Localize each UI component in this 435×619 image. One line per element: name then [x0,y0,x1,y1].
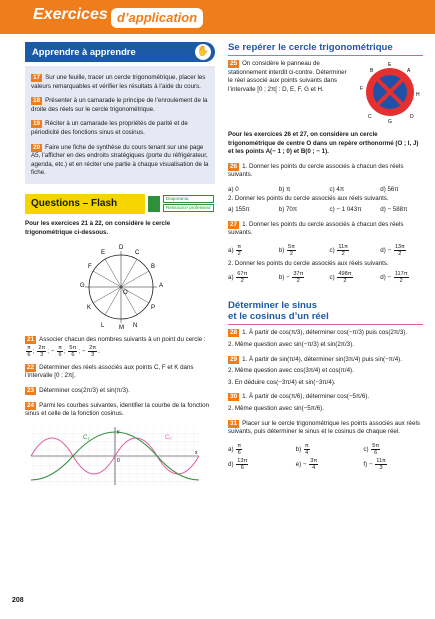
svg-text:C: C [135,250,140,257]
svg-text:L: L [101,323,105,330]
svg-text:y: y [117,428,120,435]
header-title: Exercices [33,6,108,23]
exercise-q2: 2. Donner les points du cercle associés aux réels suivants. [228,194,389,202]
right-column [228,42,423,471]
ex27-answers-1: a) $\frac{\pi}{2}$ b) $\frac{5\pi}{2}$ c) $\frac{11\pi}{2}$ d) − $\frac{13\pi}{2}$ [228,243,405,257]
svg-text:K: K [87,305,92,312]
exercise-26 [228,163,423,180]
sin-cos-graph [25,425,205,487]
answer: d) − 588π [380,205,408,213]
exercise-24 [25,402,215,419]
section-sinus-title [228,300,423,325]
ex26-answers-1 [228,186,423,193]
exercise-28-q2: 2. Même question avec sin(−π/3) et sin(2π/3). [228,340,354,348]
section-apprendre [25,42,215,62]
exercise-30 [228,393,423,402]
exercise-number: 24 [27,401,35,409]
answer: c) 4π [329,185,345,193]
page-number: 208 [12,597,24,604]
ex27-answers-2: a) $\frac{67\pi}{2}$ b) − $\frac{37\pi}{2}$ c) $\frac{498\pi}{2}$ d) − $\frac{117\pi}{2}$ [228,271,408,285]
exercise-number: 28 [230,329,238,337]
svg-text:O: O [123,290,128,297]
svg-text:G: G [388,119,392,124]
exercise-29 [228,356,423,365]
section-apprendre-title: Apprendre à apprendre [32,46,136,57]
section-sinus-line2: et le cosinus d’un réel [228,311,329,323]
svg-text:G: G [80,283,85,290]
exercise-text: Présenter à un camarade le principe de l’enroulement de la droite des réels sur le cercle trigonométrique. [31,97,208,113]
answer: c) − 1 043π [329,205,362,213]
exercise-number: 26 [230,162,238,170]
flash-intro: Pour les exercices 21 à 22, on considère le cercle trigonométrique ci-dessous. [25,219,171,236]
exercise-q1: 1. À partir de cos(π/3), déterminer cos(−π/3) puis cos(2π/3). [242,329,408,337]
curve-c2-label: C₂ [165,434,172,441]
svg-text:A: A [159,283,164,290]
exercise-number: 21 [27,336,35,344]
ex31-answers-1: a) $\frac{\pi}{6}$ b) $\frac{\pi}{4}$ c) $\frac{5\pi}{6}$ [228,442,380,456]
answer: a) 155π [228,205,250,213]
exercise-number: 31 [230,419,238,427]
exercise-number: 27 [230,220,238,228]
svg-text:N: N [133,323,138,330]
exercise-29-q3: 3. En déduire cos(−3π/4) et sin(−3π/4). [228,378,336,386]
curve-c1-label: C₁ [83,434,90,441]
svg-text:E: E [101,250,106,257]
exercise-number: 23 [27,386,35,394]
answer: b) π [278,185,291,193]
intro-26-27: Pour les exercices 26 et 27, on considère un cercle trigonométrique de centre O dans un repère orthonormé (O ; I, J) et les points A(− 1 ; 0) et B(0 ; − 1). [228,131,419,156]
svg-text:B: B [370,68,374,74]
exercise-q1: 1. Donner les points du cercle associés à chacun des réels suivants. [228,220,404,237]
svg-text:D: D [410,114,414,120]
svg-text:H: H [416,92,420,98]
svg-text:C: C [368,114,372,120]
flash-resources [163,195,214,213]
exercise-19 [31,120,211,137]
exercise-q2: 2. Donner les points du cercle associés aux réels suivants. [228,259,389,267]
exercise-number: 18 [33,97,41,105]
exercise-21: 21 Associer chacun des nombres suivants à un point du cercle : $\frac{\pi}{6}$ ; $\frac{2\pi}{3}$ ; − $\frac{\pi}{6}$ ; $\frac{5\pi}{6}$ ; − $\frac{2\pi}{3}$ . [27,336,206,358]
exercise-text: Réciter à un camarade les propriétés de parité et de périodicité des fonctions sinus et cosinus. [31,120,188,136]
flash-side-tag [148,196,160,212]
svg-text:0: 0 [117,457,120,464]
exercise-22 [25,364,215,381]
answer: a) 0 [228,185,239,193]
left-column [25,42,215,489]
svg-text:D: D [119,245,124,252]
exercise-text: Déterminer cos(2π/3) et sin(π/3). [39,386,130,394]
ex31-answers-2: d) $\frac{13\pi}{6}$ e) − $\frac{3\pi}{4}$ f) − $\frac{11\pi}{3}$ [228,457,386,471]
svg-text:x: x [195,449,198,456]
header-pill: d’application [111,8,203,28]
ressource-label: Ressource professeur [163,204,214,212]
exercise-number: 19 [33,120,41,128]
svg-text:F: F [360,86,364,92]
exercise-number: 25 [230,60,238,67]
exercise-text: On considère le panneau de stationnement interdit ci-contre. Déterminer le réel associé aux points suivants dans l’intervalle [0 ; 2π[ : D, E, F, G et H. [228,60,347,93]
hand-icon: ✋ [195,44,211,60]
exercise-31 [228,420,423,437]
ex26-answers-2 [228,206,423,213]
svg-text:E: E [388,62,392,68]
svg-text:B: B [151,264,156,271]
questions-flash-banner [25,194,215,214]
exercise-text: Déterminer des réels associés aux points C, F et K dans l’intervalle [0 ; 2π[. [25,363,194,380]
exercise-18 [31,97,211,114]
apprendre-box [25,66,215,184]
exercise-text: Faire une fiche de synthèse du cours tenant sur une page A5, l’afficher en des endroits stratégiques (porte du réfrigérateur, agenda, etc.) et en réciter une partie à chaque visualisation de la fiche. [31,143,209,177]
exercise-25 [228,60,423,128]
exercise-29-q2: 2. Même question avec cos(3π/4) et cos(π/4). [228,367,354,375]
section-reperer-title: Se repérer le cercle trigonométrique [228,42,423,56]
exercise-23 [25,387,215,396]
exercise-q1: 1. À partir de cos(π/6), déterminer cos(−5π/6). [242,393,370,401]
exercise-number: 20 [33,143,41,151]
exercise-number: 30 [230,393,238,401]
trig-circle-figure [25,243,215,331]
diaporama-label: Diaporama [163,195,214,203]
exercise-text: Placer sur le cercle trigonométrique les points associés aux réels suivants, puis déterminer le sinus et le cosinus de chaque réel. [228,419,420,436]
svg-text:F: F [88,264,92,271]
exercise-28 [228,329,423,338]
exercise-number: 17 [33,74,41,81]
section-sinus-line1: Déterminer le sinus [228,300,318,312]
no-parking-sign [358,60,422,124]
exercise-27 [228,221,423,238]
svg-text:P: P [151,305,156,312]
exercise-30-q2: 2. Même question avec sin(−5π/6). [228,404,324,412]
exercise-number: 22 [27,363,35,371]
exercise-20 [31,144,211,178]
exercise-text: Sur une feuille, tracer un cercle trigonométrique, placer les valeurs remarquables et vérifier les résultats à l’aide du cours. [31,74,206,90]
answer: b) 70π [278,205,298,213]
exercise-q1: 1. À partir de sin(π/4), déterminer sin(3π/4) puis sin(−π/4). [242,355,402,363]
flash-title: Questions – Flash [25,194,145,214]
page-header [0,0,435,34]
exercise-number: 29 [230,355,238,363]
exercise-q1: 1. Donner les points du cercle associés à chacun des réels suivants. [228,162,404,179]
svg-text:A: A [407,68,411,74]
exercise-17 [31,74,211,91]
answer: d) 56π [380,185,399,193]
exercise-text: Parmi les courbes suivantes, identifier la courbe de la fonction sinus et celle de la fonction cosinus. [25,401,210,418]
svg-text:M: M [119,325,124,332]
exercise-text: Associer chacun des nombres suivants à un point du cercle : [39,336,206,344]
